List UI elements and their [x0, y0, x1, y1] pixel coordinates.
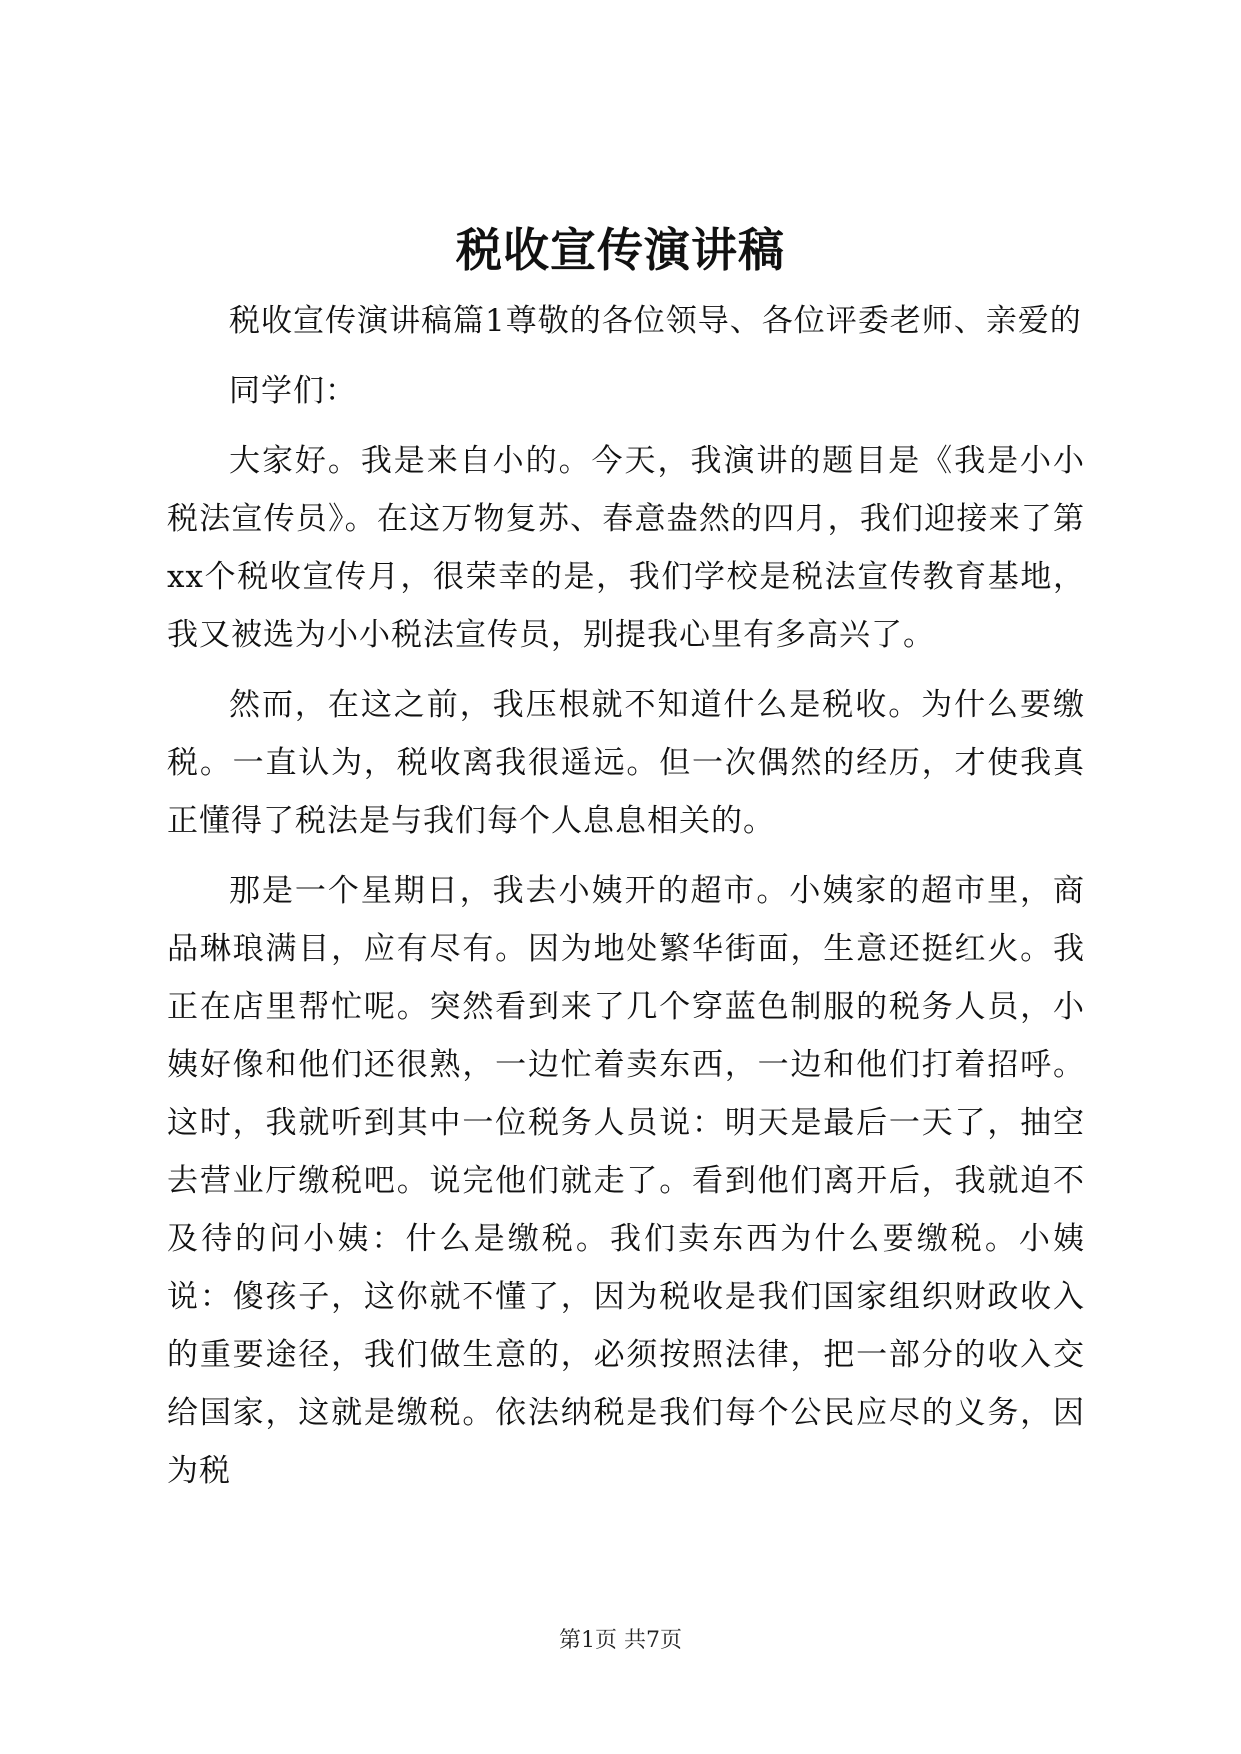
- paragraph-salutation: 同学们：: [229, 373, 357, 409]
- paragraph-greeting: 税收宣传演讲稿篇1尊敬的各位领导、各位评委老师、亲爱的: [229, 303, 1082, 339]
- paragraph-story: 那是一个星期日，我去小姨开的超市。小姨家的超市里，商品琳琅满目，应有尽有。因为地处繁华街面，生意还挺红火。我正在店里帮忙呢。突然看到来了几个穿蓝色制服的税务人员，小姨好像和他们还很熟，一边忙着卖东西，一边和他们打着招呼。这时，我就听到其中一位税务人员说：明天是最后一天了，抽空去营业厅缴税吧。说完他们就走了。看到他们离开后，我就迫不及待的问小姨：什么是缴税。我们卖东西为什么要缴税。小姨说：傻孩子，这你就不懂了，因为税收是我们国家组织财政收入的重要途径，我们做生意的，必须按照法律，把一部分的收入交给国家，这就是缴税。依法纳税是我们每个公民应尽的义务，因为税: [167, 873, 1085, 1489]
- paragraph-realization: 然而，在这之前，我压根就不知道什么是税收。为什么要缴税。一直认为，税收离我很遥远。但一次偶然的经历，才使我真正懂得了税法是与我们每个人息息相关的。: [167, 687, 1085, 839]
- document-title: 税收宣传演讲稿: [456, 223, 785, 277]
- page-number-footer: 第1页 共7页: [559, 1628, 682, 1653]
- paragraph-introduction: 大家好。我是来自小的。今天，我演讲的题目是《我是小小税法宣传员》。在这万物复苏、春意盎然的四月，我们迎接来了第xx个税收宣传月，很荣幸的是，我们学校是税法宣传教育基地，我又被选为小小税法宣传员，别提我心里有多高兴了。: [167, 443, 1085, 653]
- document-body: [167, 292, 1085, 1500]
